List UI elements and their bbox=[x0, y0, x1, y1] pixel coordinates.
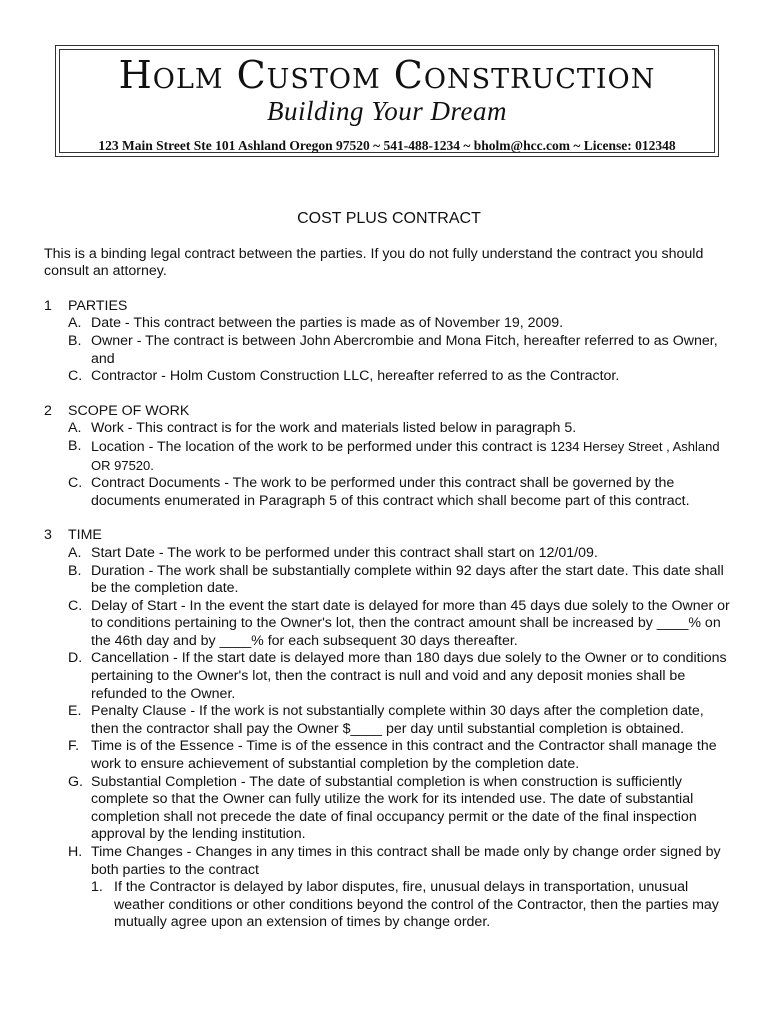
list-item bbox=[44, 598, 734, 651]
item-letter: F. bbox=[68, 738, 80, 755]
item-text: Time is of the Essence - Time is of the essence in this contract and the Contractor shall manage the work to ensure achievement of substantial completion by the completion date. bbox=[91, 738, 717, 773]
list-item bbox=[44, 545, 734, 563]
section-heading bbox=[44, 527, 734, 545]
section-time bbox=[44, 527, 734, 932]
section-number: 1 bbox=[44, 297, 52, 314]
item-text: Date - This contract between the parties is made as of November 19, 2009. bbox=[91, 315, 564, 332]
item-text: Work - This contract is for the work and materials listed below in paragraph 5. bbox=[91, 420, 577, 437]
list-item bbox=[44, 420, 734, 438]
list-item bbox=[44, 563, 734, 598]
item-text: Start Date - The work to be performed under this contract shall start on 12/01/09. bbox=[91, 544, 598, 561]
list-item bbox=[44, 844, 734, 879]
item-text: Location - The location of the work to be performed under this contract is bbox=[91, 438, 547, 455]
location-field-value: 1234 Hersey Street , Ashland OR 97520. bbox=[91, 438, 720, 473]
item-text: Duration - The work shall be substantially complete within 92 days after the start date. This date shall be the completion date. bbox=[91, 562, 724, 597]
document-title: COST PLUS CONTRACT bbox=[297, 210, 481, 227]
item-letter: C. bbox=[68, 475, 83, 492]
item-letter: B. bbox=[68, 437, 82, 454]
company-name: Holm Custom Construction bbox=[118, 53, 656, 97]
section-title: SCOPE OF WORK bbox=[68, 402, 190, 419]
section-scope-of-work bbox=[44, 403, 734, 511]
item-text: Contractor - Holm Custom Construction LLC, hereafter referred to as the Contractor. bbox=[91, 368, 620, 385]
sub-item-number: 1. bbox=[91, 879, 103, 896]
item-letter: B. bbox=[68, 332, 82, 349]
item-letter: A. bbox=[68, 420, 82, 437]
item-letter: D. bbox=[68, 650, 83, 667]
item-text: Cancellation - If the start date is delayed more than 180 days due solely to the Owner or to conditions pertaining to the Owner's lot, then the contract is null and void and any deposit monies shall be refunded to the Owner. bbox=[91, 650, 727, 702]
item-letter: G. bbox=[68, 773, 83, 790]
item-text: Owner - The contract is between John Abercrombie and Mona Fitch, hereafter referred to as Owner, and bbox=[91, 332, 718, 367]
item-letter: B. bbox=[68, 562, 82, 579]
section-number: 2 bbox=[44, 402, 52, 419]
company-address: 123 Main Street Ste 101 Ashland Oregon 97520 ~ 541-488-1234 ~ bholm@hcc.com ~ License: 012348 bbox=[98, 138, 676, 153]
section-title: TIME bbox=[68, 527, 102, 544]
item-letter: A. bbox=[68, 315, 82, 332]
list-item bbox=[44, 774, 734, 844]
item-text: Delay of Start - In the event the start date is delayed for more than 45 days due solely to the Owner or to conditions pertaining to the Owner's lot, then the contract amount shall be increased by ____% on the 46th day and by ____% for each subsequent 30 days thereafter. bbox=[91, 597, 730, 649]
item-text: Penalty Clause - If the work is not substantially complete within 30 days after the completion date, then the contractor shall pay the Owner $____ per day until substantial completion is obtained. bbox=[91, 703, 704, 737]
item-text-with-field bbox=[91, 438, 734, 475]
item-text: Substantial Completion - The date of substantial completion is when construction is sufficiently complete so that the Owner can fully utilize the work for its intended use. The date of substantial completion shall not precede the date of final occupancy permit or the date of the final inspection approval by the lending institution. bbox=[91, 773, 697, 843]
item-letter: E. bbox=[68, 703, 82, 720]
letterhead bbox=[55, 45, 719, 157]
list-item bbox=[44, 703, 734, 738]
item-text: Contract Documents - The work to be performed under this contract shall be governed by the documents enumerated in Paragraph 5 of this contract which shall become part of this contract. bbox=[91, 475, 690, 509]
section-heading bbox=[44, 403, 734, 421]
section-title: PARTIES bbox=[68, 297, 128, 314]
company-tagline: Building Your Dream bbox=[266, 96, 508, 126]
item-letter: C. bbox=[68, 597, 83, 614]
list-item bbox=[44, 650, 734, 703]
section-heading bbox=[44, 298, 734, 316]
item-text: Time Changes - Changes in any times in this contract shall be made only by change order signed by both parties to the contract bbox=[91, 844, 721, 878]
list-item bbox=[44, 315, 734, 333]
list-item bbox=[44, 438, 734, 475]
item-letter: A. bbox=[68, 544, 82, 561]
item-letter: C. bbox=[68, 368, 83, 385]
list-item bbox=[44, 333, 734, 368]
list-item bbox=[44, 738, 734, 773]
sub-list-item bbox=[44, 879, 734, 932]
contract-body bbox=[44, 200, 734, 932]
section-parties bbox=[44, 298, 734, 386]
sub-item-text: If the Contractor is delayed by labor disputes, fire, unusual delays in transportation, unusual weather conditions or other conditions beyond the control of the Contractor, then the parties may mutually agree upon an extension of times by change order. bbox=[114, 879, 719, 931]
letterhead-frame bbox=[59, 49, 715, 153]
intro-paragraph: This is a binding legal contract between the parties. If you do not fully understand the contract you should consult an attorney. bbox=[44, 245, 704, 280]
section-number: 3 bbox=[44, 527, 52, 544]
list-item bbox=[44, 368, 734, 386]
list-item bbox=[44, 475, 734, 510]
item-letter: H. bbox=[68, 844, 83, 860]
